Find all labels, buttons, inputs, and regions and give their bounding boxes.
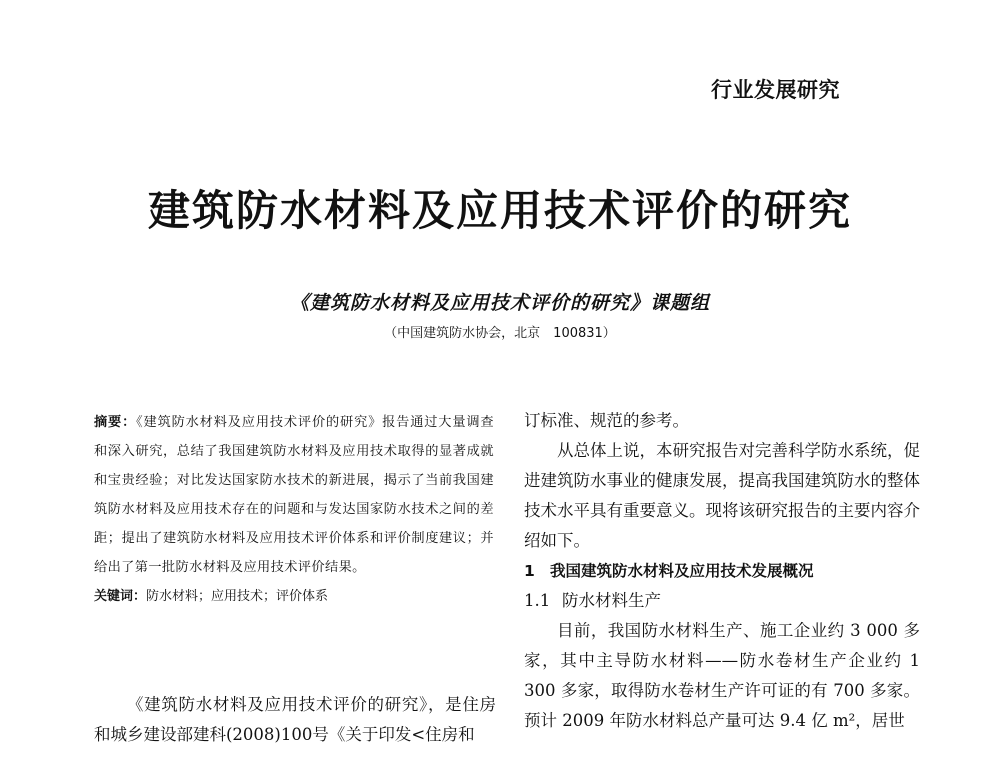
body-paragraph: 《建筑防水材料及应用技术评价的研究》，是住房和城乡建设部建科(2008)100号《关于印发<住房和 xyxy=(94,695,496,744)
body-left-column xyxy=(94,690,496,750)
article-title: 建筑防水材料及应用技术评价的研究 xyxy=(147,186,852,235)
section-label: 行业发展研究 xyxy=(711,78,840,102)
right-column xyxy=(524,406,920,736)
heading-text: 防水材料生产 xyxy=(562,591,661,610)
body-paragraph: 从总体上说，本研究报告对完善科学防水系统，促进建筑防水事业的健康发展，提高我国建筑防水的整体技术水平具有重要意义。现将该研究报告的主要内容介绍如下。 xyxy=(524,441,920,550)
abstract-label: 摘要： xyxy=(94,415,137,430)
section-heading-1 xyxy=(524,556,920,586)
abstract-text: 《建筑防水材料及应用技术评价的研究》报告通过大量调查和深入研究，总结了我国建筑防水材料及应用技术取得的显著成就和宝贵经验；对比发达国家防水技术的新进展，揭示了当前我国建筑防水材料及应用技术存在的问题和与发达国家防水技术之间的差距；提出了建筑防水材料及应用技术评价体系和评价制度建议；并给出了第一批防水材料及应用技术评价结果。 xyxy=(94,415,494,575)
heading-text: 我国建筑防水材料及应用技术发展概况 xyxy=(550,562,814,580)
section-heading-1-1 xyxy=(524,586,920,616)
keywords-label: 关键词： xyxy=(94,589,147,604)
body-paragraph: 订标准、规范的参考。 xyxy=(524,411,689,430)
article-authors: 《建筑防水材料及应用技术评价的研究》课题组 xyxy=(289,292,710,314)
body-paragraph: 目前，我国防水材料生产、施工企业约 3 000 多家，其中主导防水材料——防水卷材生产企业约 1 300 多家，取得防水卷材生产许可证的有 700 多家。预计 2009 年防水材料总产量可达 9.4 亿 m²，居世 xyxy=(524,621,920,730)
heading-number: 1.1 xyxy=(524,591,551,610)
article-affiliation: （中国建筑防水协会，北京 100831） xyxy=(384,326,616,341)
left-column xyxy=(94,408,494,611)
heading-number: 1 xyxy=(524,562,535,580)
keywords-text: 防水材料；应用技术；评价体系 xyxy=(146,589,329,604)
abstract xyxy=(94,408,494,582)
keywords xyxy=(94,582,494,611)
